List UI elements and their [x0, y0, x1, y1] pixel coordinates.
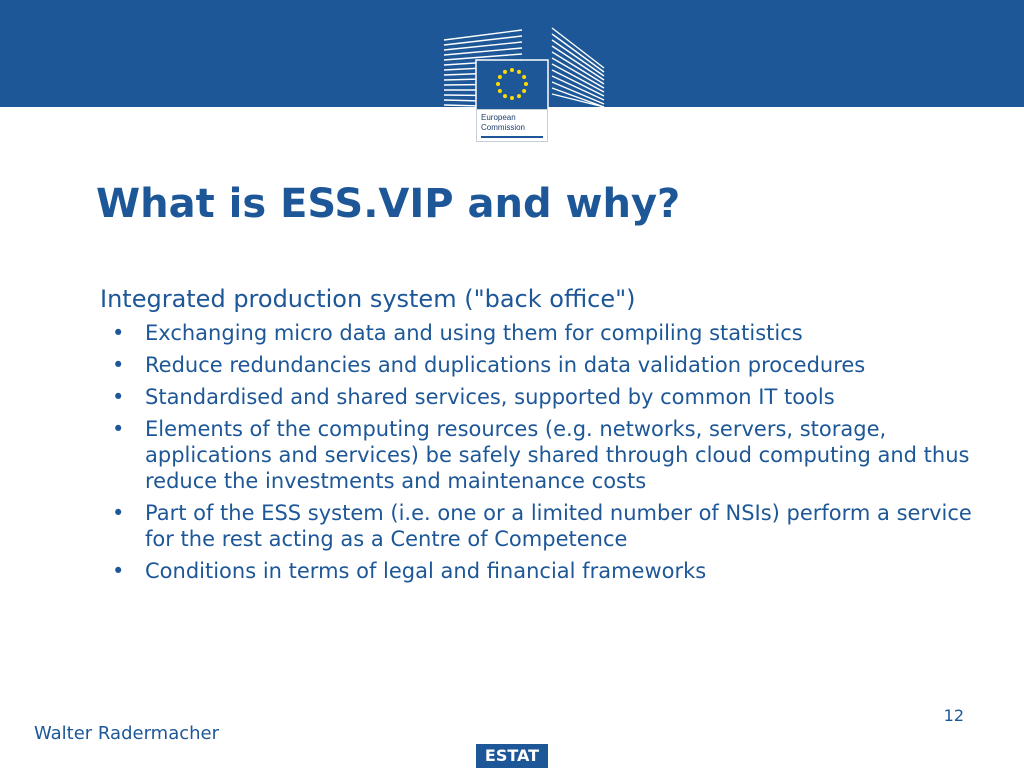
- bullet-item: • Conditions in terms of legal and financial frameworks: [110, 558, 980, 584]
- logo-caption-underline: [481, 136, 543, 138]
- bullet-item: • Standardised and shared services, supported by common IT tools: [110, 384, 980, 410]
- bullet-item: • Exchanging micro data and using them for compiling statistics: [110, 320, 980, 346]
- building-stripes-right: [552, 28, 604, 107]
- estat-badge: ESTAT: [476, 744, 548, 768]
- author-name: Walter Radermacher: [34, 723, 220, 744]
- slide-title: What is ESS.VIP and why?: [96, 181, 681, 227]
- logo-caption-line1: European: [481, 113, 516, 122]
- logo-caption-line2: Commission: [481, 123, 526, 132]
- logo-caption: [476, 109, 548, 142]
- lead-text: Integrated production system ("back office"): [100, 285, 636, 313]
- bullet-item: • Part of the ESS system (i.e. one or a limited number of NSIs) perform a service for the rest acting as a Centre of Competence: [110, 500, 980, 552]
- page-number: 12: [943, 706, 964, 725]
- bullet-list: [110, 320, 980, 590]
- bullet-item: • Reduce redundancies and duplications in data validation procedures: [110, 352, 980, 378]
- eu-flag: [476, 60, 548, 110]
- bullet-item: • Elements of the computing resources (e.g. networks, servers, storage, applications and services) be safely shared through cloud computing and thus reduce the investments and maintenance costs: [110, 416, 980, 494]
